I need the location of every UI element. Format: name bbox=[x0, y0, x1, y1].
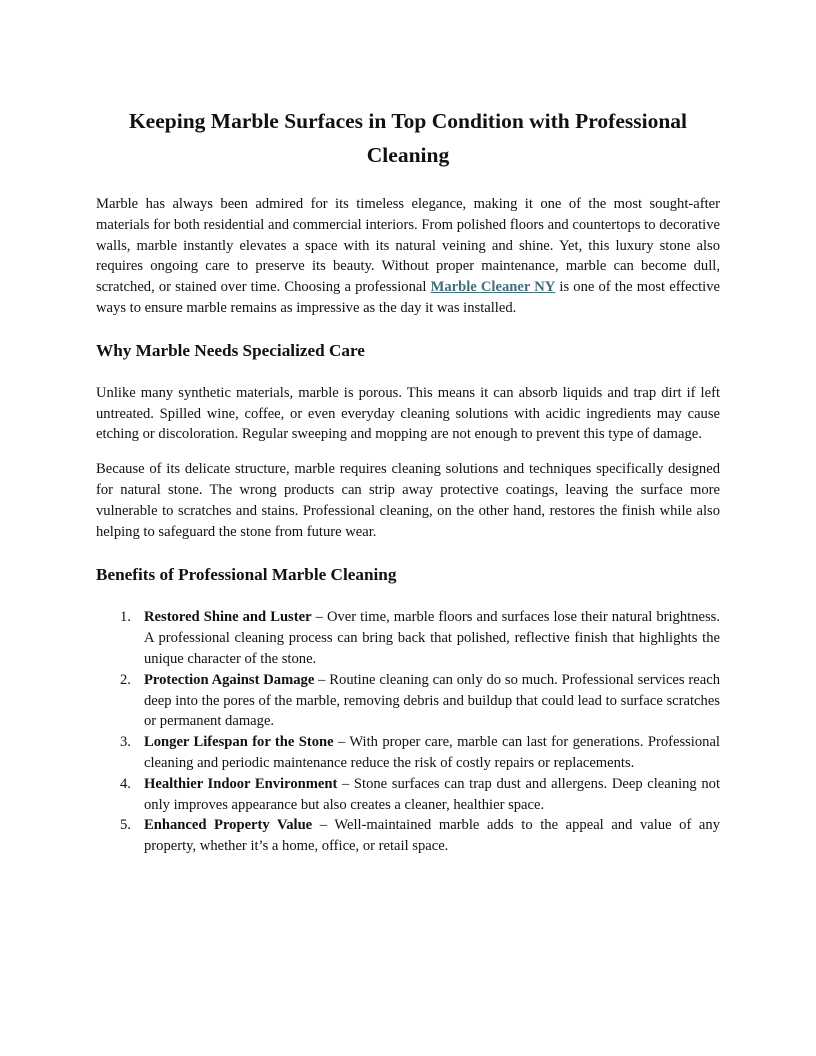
specialized-care-paragraph-2: Because of its delicate structure, marble requires cleaning solutions and techniques specifically designed for natural stone. The wrong products can strip away protective coatings, leaving the surface more vulnerable to scratches and stains. Professional cleaning, on the other hand, restores the finish while also helping to safeguard the stone from future wear. bbox=[96, 461, 720, 540]
list-item bbox=[96, 815, 720, 857]
specialized-care-paragraph-1: Unlike many synthetic materials, marble is porous. This means it can absorb liquids and trap dirt if left untreated. Spilled wine, coffee, or even everyday cleaning solutions with acidic ingredients may cause etching or discoloration. Regular sweeping and mopping are not enough to prevent this type of damage. bbox=[96, 384, 720, 443]
intro-text-before-link: Marble has always been admired for its timeless elegance, making it one of the most sought-after materials for both residential and commercial interiors. From polished floors and countertops to decorative walls, marble instantly elevates a space with its natural veining and shine. Yet, this luxury stone also requires ongoing care to preserve its beauty. Without proper maintenance, marble can become dull, scratched, or stained over time. Choosing a professional bbox=[96, 196, 720, 296]
list-item-number: 4. bbox=[120, 775, 131, 792]
section-heading-benefits: Benefits of Professional Marble Cleaning bbox=[96, 565, 397, 585]
list-item-title: Protection Against Damage bbox=[144, 671, 315, 688]
marble-cleaner-ny-link[interactable]: Marble Cleaner NY bbox=[430, 279, 556, 296]
list-item-number: 3. bbox=[120, 734, 131, 751]
document-title: Keeping Marble Surfaces in Top Condition with Professional Cleaning bbox=[128, 109, 688, 167]
list-item-number: 2. bbox=[120, 671, 131, 688]
list-item-text: – Well-maintained marble adds to the appeal and value of any property, whether it’s a home, office, or retail space. bbox=[144, 817, 720, 855]
list-item bbox=[96, 670, 720, 732]
list-item-text: – Routine cleaning can only do so much. Professional services reach deep into the pores of the marble, removing debris and buildup that could lead to surface scratches or permanent damage. bbox=[144, 671, 721, 730]
document-page bbox=[96, 104, 720, 857]
benefits-list bbox=[96, 607, 720, 857]
list-item bbox=[96, 774, 720, 816]
intro-paragraph bbox=[96, 194, 720, 319]
list-item-title: Enhanced Property Value bbox=[144, 817, 313, 834]
list-item-text: – With proper care, marble can last for generations. Professional cleaning and periodic maintenance reduce the risk of costly repairs or replacements. bbox=[144, 734, 720, 771]
section-heading-specialized-care: Why Marble Needs Specialized Care bbox=[96, 340, 365, 360]
list-item bbox=[96, 607, 720, 669]
list-item-number: 1. bbox=[120, 609, 131, 626]
list-item-title: Restored Shine and Luster bbox=[144, 609, 312, 626]
list-item-title: Longer Lifespan for the Stone bbox=[144, 734, 334, 751]
intro-text-after-link: is one of the most effective ways to ensure marble remains as impressive as the day it was installed. bbox=[96, 279, 720, 316]
list-item bbox=[96, 732, 720, 774]
list-item-title: Healthier Indoor Environment bbox=[144, 775, 338, 792]
list-item-number: 5. bbox=[120, 817, 131, 834]
list-item-text: – Stone surfaces can trap dust and allergens. Deep cleaning not only improves appearance but also creates a cleaner, healthier space. bbox=[144, 775, 720, 813]
list-item-text: – Over time, marble floors and surfaces lose their natural brightness. A professional cleaning process can bring back that polished, reflective finish that highlights the unique character of the stone. bbox=[144, 609, 720, 667]
